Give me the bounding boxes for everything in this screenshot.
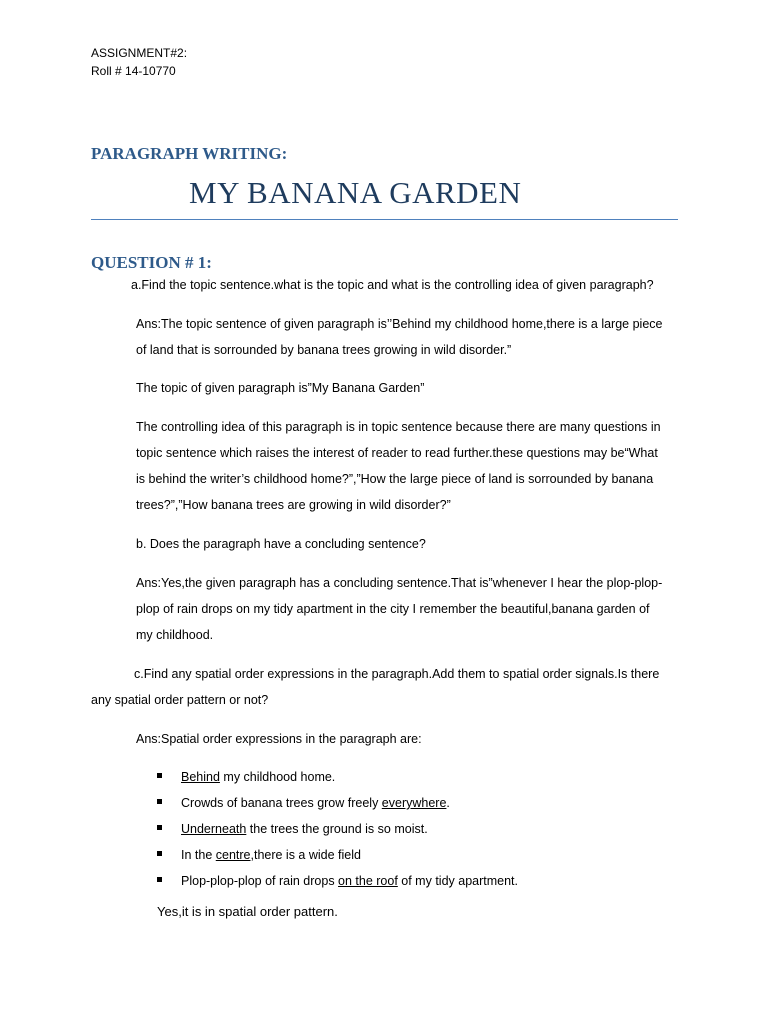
bullet-square-icon: [157, 825, 162, 830]
bullet-text-after: of my tidy apartment.: [397, 874, 518, 888]
answer-a-line-1: Ans:The topic sentence of given paragraph is’’Behind my childhood home,there is a large piece: [136, 317, 663, 331]
question-b: b. Does the paragraph have a concluding sentence?: [136, 537, 426, 551]
bullet-text-before: Plop-plop-plop of rain drops: [181, 874, 339, 888]
answer-c-intro: Ans:Spatial order expressions in the paragraph are:: [136, 732, 422, 746]
bullet-text-underlined: Underneath: [181, 822, 247, 836]
section-heading: PARAGRAPH WRITING:: [91, 144, 288, 163]
title-divider: [91, 219, 678, 220]
roll-number: Roll # 14-10770: [91, 64, 176, 78]
answer-a-controlling-1: The controlling idea of this paragraph is in topic sentence because there are many questions in: [136, 420, 661, 434]
bullet-text-after: ,there is a wide field: [250, 848, 361, 862]
bullet-text-underlined: everywhere: [381, 796, 447, 810]
bullet-text-after: .: [446, 796, 450, 810]
bullet-text-underlined: centre: [215, 848, 251, 862]
bullet-square-icon: [157, 773, 162, 778]
answer-a-line-2: of land that is sorrounded by banana trees growing in wild disorder.”: [136, 343, 512, 357]
answer-a-controlling-3: is behind the writer’s childhood home?”,”How the large piece of land is sorrounded by banana: [136, 472, 654, 486]
conclusion: Yes,it is in spatial order pattern.: [157, 904, 338, 919]
bullet-text-before: Crowds of banana trees grow freely: [181, 796, 382, 810]
question-c-line-1: c.Find any spatial order expressions in the paragraph.Add them to spatial order signals.Is there: [134, 667, 660, 681]
bullet-text-underlined: on the roof: [338, 874, 398, 888]
bullet-text-underlined: Behind: [181, 770, 220, 784]
bullet-square-icon: [157, 877, 162, 882]
answer-a-controlling-4: trees?”,”How banana trees are growing in wild disorder?”: [136, 498, 451, 512]
answer-b-line-1: Ans:Yes,the given paragraph has a concluding sentence.That is”whenever I hear the plop-plop-: [136, 576, 663, 590]
bullet-square-icon: [157, 799, 162, 804]
bullet-square-icon: [157, 851, 162, 856]
bullet-text-after: my childhood home.: [219, 770, 336, 784]
answer-b-line-3: my childhood.: [136, 628, 214, 642]
bullet-text-after: the trees the ground is so moist.: [246, 822, 428, 836]
question-a: a.Find the topic sentence.what is the topic and what is the controlling idea of given paragraph?: [131, 278, 654, 292]
answer-a-topic: The topic of given paragraph is”My Banana Garden”: [136, 381, 425, 395]
bullet-text-before: In the: [181, 848, 216, 862]
document-title: MY BANANA GARDEN: [189, 175, 522, 210]
question-c-line-2: any spatial order pattern or not?: [91, 693, 269, 707]
answer-a-controlling-2: topic sentence which raises the interest of reader to read further.these questions may be“What: [136, 446, 658, 460]
answer-b-line-2: plop of rain drops on my tidy apartment in the city I remember the beautiful,banana garden of: [136, 602, 650, 616]
assignment-label: ASSIGNMENT#2:: [91, 46, 188, 60]
question-heading: QUESTION # 1:: [91, 253, 212, 272]
